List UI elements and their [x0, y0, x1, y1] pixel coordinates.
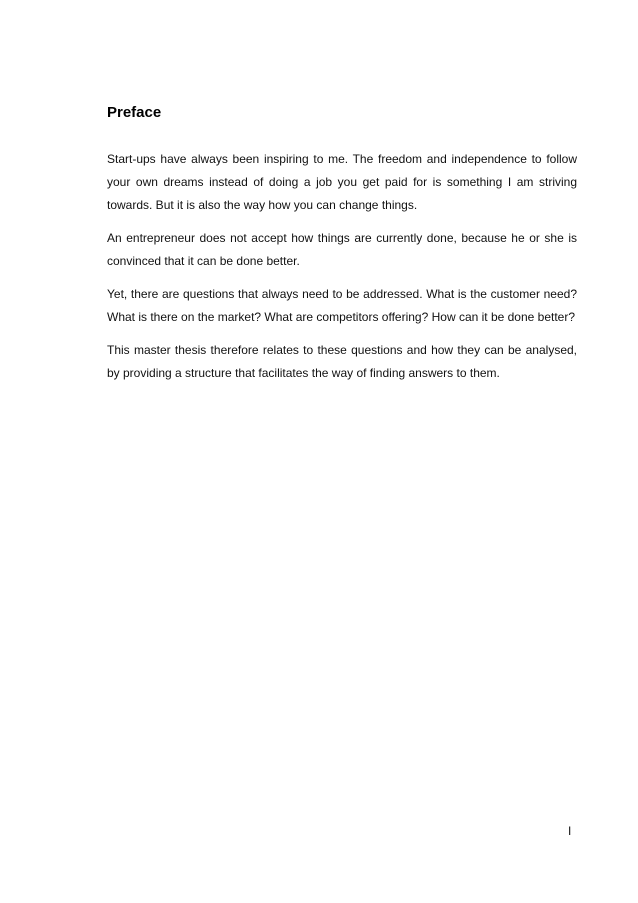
page-number: I	[568, 824, 572, 838]
page-heading: Preface	[107, 104, 162, 121]
paragraph-entrepreneur: An entrepreneur does not accept how things are currently done, because he or she is convinced that it can be done better.	[107, 231, 577, 268]
paragraph-thesis: This master thesis therefore relates to these questions and how they can be analysed, by providing a structure that facilitates the way of finding answers to them.	[107, 343, 577, 380]
paragraph-questions: Yet, there are questions that always need to be addressed. What is the customer need? What is there on the market? What are competitors offering? How can it be done better?	[107, 287, 577, 324]
page-content	[107, 104, 577, 395]
paragraph-startups: Start-ups have always been inspiring to me. The freedom and independence to follow your own dreams instead of doing a job you get paid for is something I am striving towards. But it is also the way how you can change things.	[107, 152, 577, 212]
